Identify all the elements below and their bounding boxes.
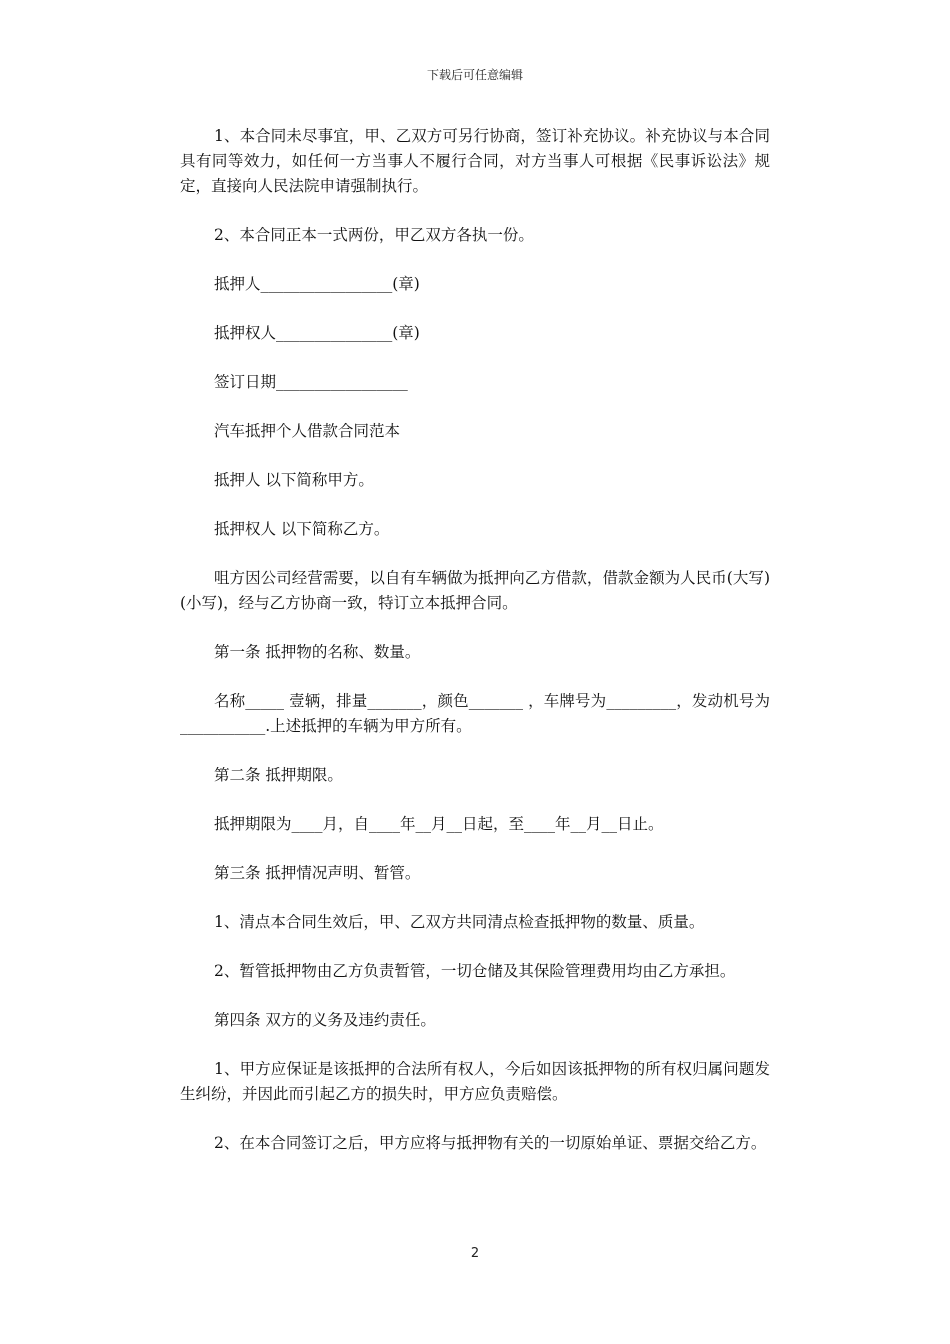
article-3-item-2: 2、暂管抵押物由乙方负责暂管，一切仓储及其保险管理费用均由乙方承担。 xyxy=(214,962,736,980)
party-b-line: 抵押权人 以下简称乙方。 xyxy=(214,520,390,538)
article-4-heading: 第四条 双方的义务及违约责任。 xyxy=(214,1011,436,1029)
signature-mortgagor: 抵押人_________________(章) xyxy=(214,275,420,293)
document-body xyxy=(180,124,775,1180)
page-number: 2 xyxy=(470,1246,480,1261)
article-3-item-1: 1、清点本合同生效后，甲、乙双方共同清点检查抵押物的数量、质量。 xyxy=(214,913,705,931)
paragraph-copies: 2、本合同正本一式两份，甲乙双方各执一份。 xyxy=(214,226,534,244)
article-1-body: 名称_____ 壹辆，排量_______，颜色_______ ，车牌号为_________，发动机号为___________.上述抵押的车辆为甲方所有。 xyxy=(180,692,770,735)
party-a-line: 抵押人 以下简称甲方。 xyxy=(214,471,374,489)
signature-date: 签订日期_________________ xyxy=(214,373,408,391)
signature-mortgagee: 抵押权人_______________(章) xyxy=(214,324,420,342)
article-2-heading: 第二条 抵押期限。 xyxy=(214,766,343,784)
article-1-heading: 第一条 抵押物的名称、数量。 xyxy=(214,643,421,661)
article-2-body: 抵押期限为____月，自____年__月__日起，至____年__月__日止。 xyxy=(214,815,664,833)
article-4-item-1: 1、甲方应保证是该抵押的合法所有权人，今后如因该抵押物的所有权归属问题发生纠纷，并因此而引起乙方的损失时，甲方应负责赔偿。 xyxy=(180,1060,770,1103)
article-3-heading: 第三条 抵押情况声明、暂管。 xyxy=(214,864,421,882)
paragraph-preamble: 咀方因公司经营需要，以自有车辆做为抵押向乙方借款，借款金额为人民币(大写) (小写)，经与乙方协商一致，特订立本抵押合同。 xyxy=(180,569,775,612)
paragraph-supplementary-agreement: 1、本合同未尽事宜，甲、乙双方可另行协商，签订补充协议。补充协议与本合同具有同等效力，如任何一方当事人不履行合同，对方当事人可根据《民事诉讼法》规定，直接向人民法院申请强制执行。 xyxy=(180,127,770,195)
section-title: 汽车抵押个人借款合同范本 xyxy=(214,422,401,440)
article-4-item-2: 2、在本合同签订之后，甲方应将与抵押物有关的一切原始单证、票据交给乙方。 xyxy=(214,1134,767,1152)
page-header: 下载后可任意编辑 xyxy=(426,68,523,82)
